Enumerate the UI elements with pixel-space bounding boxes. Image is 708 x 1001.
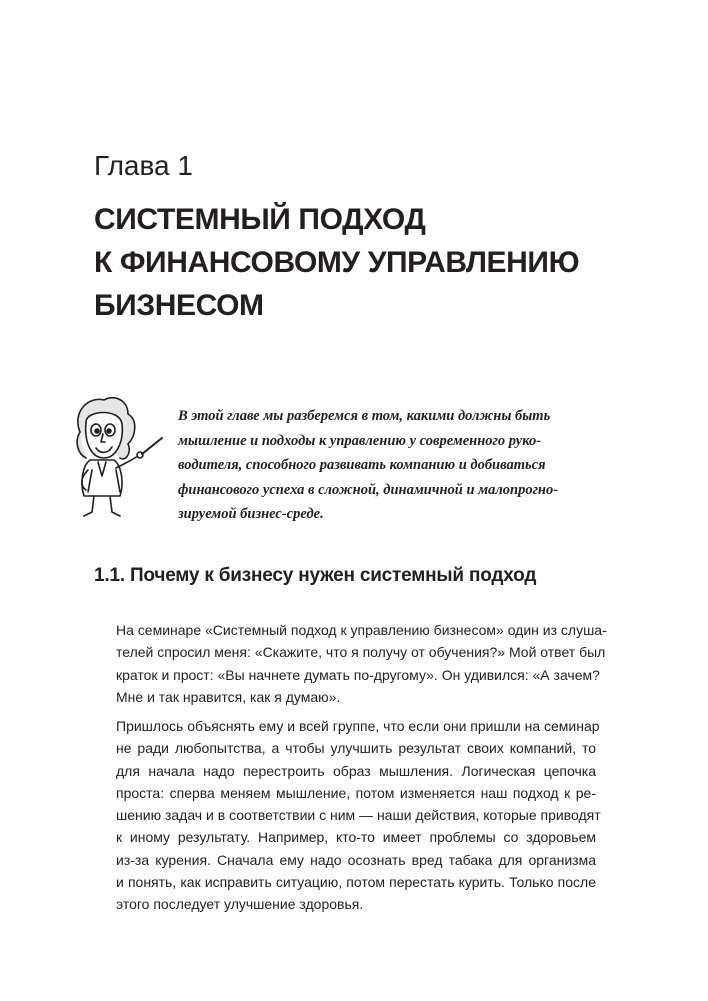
paragraph-line: проста: сперва меняем мышление, потом изменяется наш подход к ре- — [116, 784, 596, 801]
chapter-intro — [178, 404, 608, 527]
paragraph-line: краток и прост: «Вы начнете думать по-другому». Он удивился: «А зачем? — [116, 666, 600, 683]
chapter-title — [94, 198, 674, 327]
paragraph-line: из-за курения. Сначала ему надо осознать вред табака для организма — [116, 851, 596, 868]
paragraph-line: Пришлось объяснять ему и всей группе, что если они пришли на семинар — [116, 718, 600, 734]
paragraph-line: На семинаре «Системный подход к управлению бизнесом» один из слуша- — [116, 622, 607, 638]
intro-line: финансового успеха в сложной, динамичной и малопрогно- — [178, 481, 559, 498]
paragraph-line: этого последует улучшение здоровья. — [116, 896, 364, 913]
paragraph-line: Мне и так нравится, как я думаю». — [116, 688, 341, 705]
teacher-mascot-illustration — [58, 392, 170, 522]
chapter-title-line: К ФИНАНСОВОМУ УПРАВЛЕНИЮ — [94, 246, 580, 279]
chapter-title-line: БИЗНЕСОМ — [94, 289, 264, 322]
paragraph-line: для начала надо перестроить образ мышления. Логическая цепочка — [116, 762, 596, 779]
paragraph-line: телей спросил меня: «Скажите, что я получу от обучения?» Мой ответ был — [116, 644, 606, 661]
chapter-title-line: СИСТЕМНЫЙ ПОДХОД — [94, 203, 426, 236]
intro-line: зируемой бизнес-среде. — [178, 506, 324, 522]
body-paragraph — [116, 619, 607, 708]
intro-line: водителя, способного развивать компанию и добиваться — [178, 457, 546, 473]
intro-line: В этой главе мы разберемся в том, какими должны быть — [178, 408, 551, 424]
paragraph-line: к иному результату. Например, кто-то имеет проблемы со здоровьем — [116, 829, 596, 846]
chapter-label: Глава 1 — [94, 150, 193, 181]
section-heading: 1.1. Почему к бизнесу нужен системный подход — [94, 565, 537, 586]
paragraph-line: и понять, как исправить ситуацию, потом перестать курить. Только после — [116, 874, 596, 891]
intro-line: мышление и подходы к управлению у современного руко- — [178, 432, 542, 449]
paragraph-line: шению задач и в соответствии с ним — наши действия, которые приводят — [116, 807, 601, 824]
paragraph-line: не ради любопытства, а чтобы улучшить результат своих компаний, то — [116, 740, 596, 757]
body-paragraph — [116, 715, 601, 916]
